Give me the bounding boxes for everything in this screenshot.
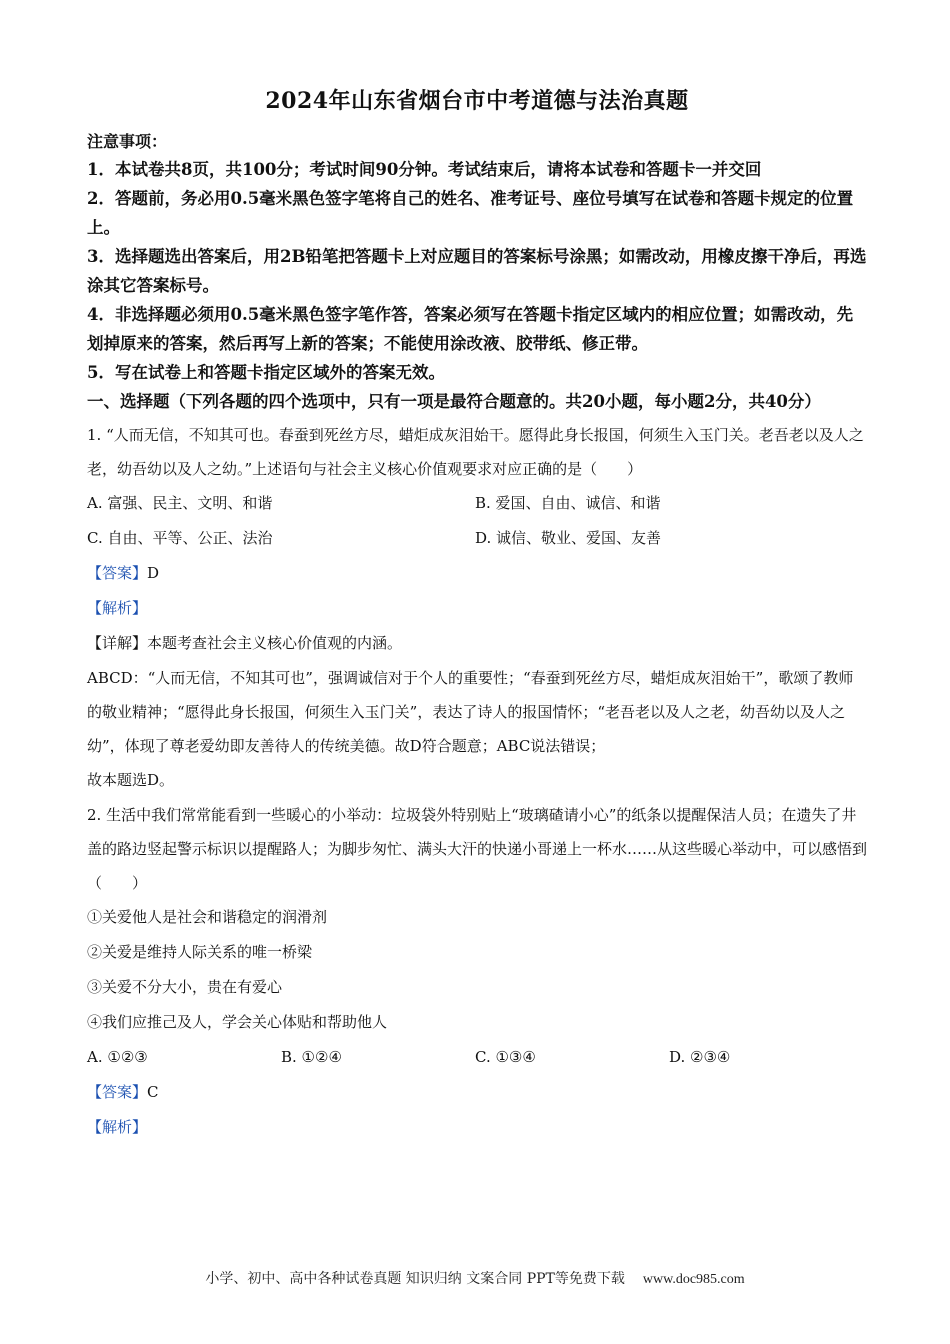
footer-link[interactable]: www.doc985.com: [642, 1272, 745, 1287]
statement-1: ①关爱他人是社会和谐稳定的润滑剂: [87, 908, 328, 926]
question-2-options: [87, 1040, 867, 1075]
section-heading: 一、选择题（下列各题的四个选项中，只有一项是最符合题意的。共20小题，每小题2分，共40分）: [87, 392, 821, 411]
detail-line: [87, 626, 867, 661]
page-title: 2024年山东省烟台市中考道德与法治真题: [265, 88, 689, 114]
answer-tag: 【答案】: [87, 1083, 148, 1101]
exam-page: [87, 84, 867, 1145]
statement-4: ④我们应推己及人，学会关心体贴和帮助他人: [87, 1013, 388, 1031]
analysis-line: [87, 591, 867, 626]
statement-3: ③关爱不分大小，贵在有爱心: [87, 978, 283, 996]
notice-item: 2．答题前，务必用0.5毫米黑色签字笔将自己的姓名、准考证号、座位号填写在试卷和答题卡规定的位置上。: [87, 189, 854, 237]
notice-item: 5．写在试卷上和答题卡指定区域外的答案无效。: [87, 363, 445, 382]
analysis-tag: 【解析】: [87, 599, 148, 617]
option-c: C. ①③④: [475, 1048, 536, 1066]
option-b: B. ①②④: [281, 1048, 342, 1066]
option-d: D. ②③④: [669, 1048, 731, 1066]
answer-value: C: [147, 1083, 159, 1101]
conclusion-text: 故本题选D。: [87, 771, 175, 789]
option-b: B. 爱国、自由、诚信、和谐: [475, 494, 661, 512]
notice-item: 1．本试卷共8页，共100分；考试时间90分钟。考试结束后，请将本试卷和答题卡一并交回: [87, 160, 762, 179]
answer-tag: 【答案】: [87, 564, 148, 582]
option-d: D. 诚信、敬业、爱国、友善: [475, 529, 662, 547]
answer-line: [87, 1075, 867, 1110]
option-a: A. 富强、民主、文明、和谐: [87, 494, 273, 512]
option-a: A. ①②③: [87, 1048, 148, 1066]
question-1-stem: 1. “人而无信，不知其可也。春蚕到死丝方尽，蜡炬成灰泪始干。愿得此身长报国，何须生入玉门关。老吾老以及人之老，幼吾幼以及人之幼。”上述语句与社会主义核心价值观要求对应正确的是（ ）: [87, 426, 864, 478]
analysis-line: [87, 1110, 867, 1145]
page-footer: [0, 1268, 950, 1288]
explanation-text: ABCD：“人而无信，不知其可也”，强调诚信对于个人的重要性；“春蚕到死丝方尽，蜡炬成灰泪始干”，歌颂了教师的敬业精神；“愿得此身长报国，何须生入玉门关”，表达了诗人的报国情怀；“老吾老以及人之老，幼吾幼以及人之幼”，体现了尊老爱幼即友善待人的传统美德。故D符合题意；ABC说法错误；: [87, 669, 854, 755]
question-1-options: [87, 486, 867, 556]
answer-value: D: [147, 564, 160, 582]
notice-item: 3．选择题选出答案后，用2B铅笔把答题卡上对应题目的答案标号涂黑；如需改动，用橡皮擦干净后，再选涂其它答案标号。: [87, 247, 867, 295]
statement-2: ②关爱是维持人际关系的唯一桥梁: [87, 943, 313, 961]
option-c: C. 自由、平等、公正、法治: [87, 529, 273, 547]
question-2-stem: 2. 生活中我们常常能看到一些暖心的小举动：垃圾袋外特别贴上“玻璃碴请小心”的纸条以提醒保洁人员；在遗失了井盖的路边竖起警示标识以提醒路人；为脚步匆忙、满头大汗的快递小哥递上一杯水……从这些暖心举动中，可以感悟到（ ）: [87, 806, 868, 892]
answer-line: [87, 556, 867, 591]
footer-text: 小学、初中、高中各种试卷真题 知识归纳 文案合同 PPT等免费下载: [205, 1271, 625, 1287]
analysis-tag: 【解析】: [87, 1118, 148, 1136]
notice-item: 4．非选择题必须用0.5毫米黑色签字笔作答，答案必须写在答题卡指定区域内的相应位置；如需改动，先划掉原来的答案，然后再写上新的答案；不能使用涂改液、胶带纸、修正带。: [87, 305, 854, 353]
detail-text: 本题考查社会主义核心价值观的内涵。: [147, 634, 403, 652]
detail-tag: 【详解】: [87, 634, 148, 652]
notice-heading: 注意事项：: [87, 132, 168, 151]
